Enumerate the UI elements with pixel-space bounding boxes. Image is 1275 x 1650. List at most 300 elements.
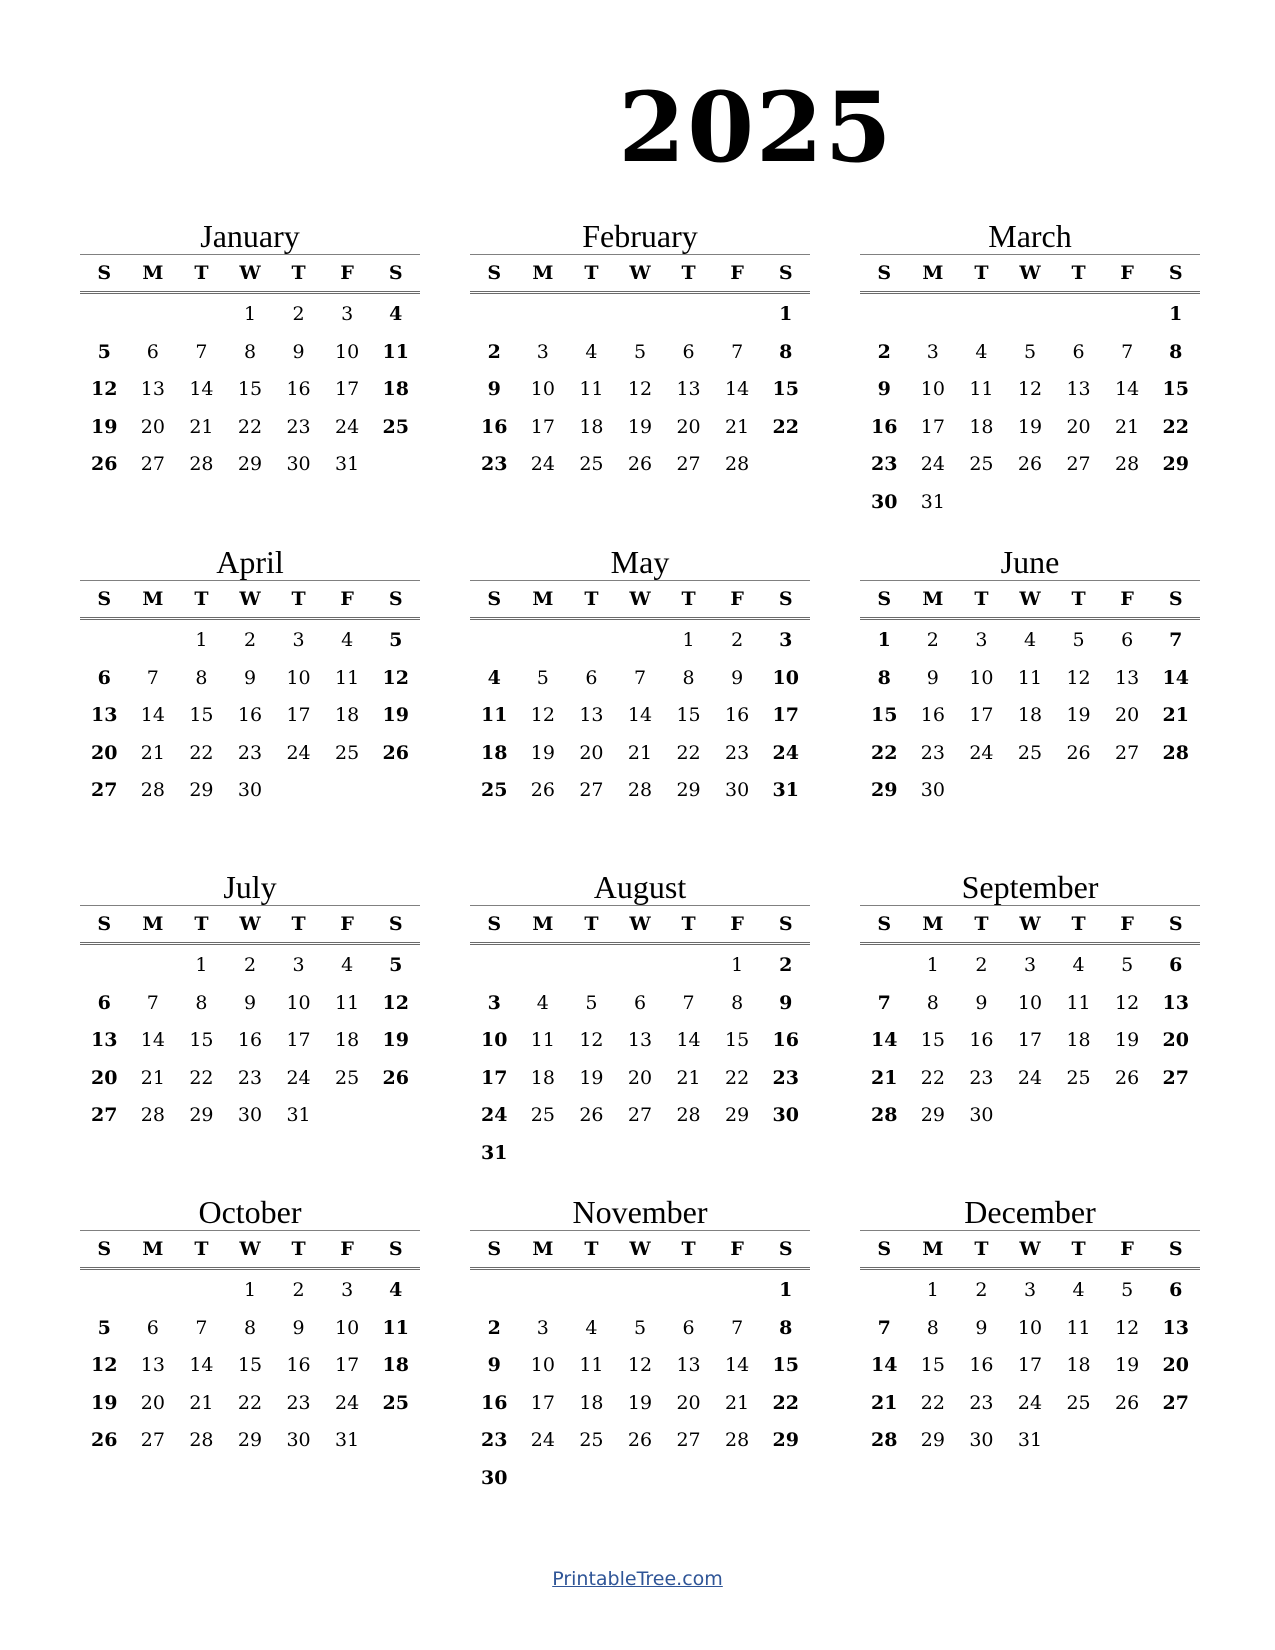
day-cell: 21 bbox=[189, 415, 214, 438]
day-cell: 13 bbox=[627, 1029, 653, 1051]
day-cell: 22 bbox=[1162, 415, 1189, 438]
day-cell: 10 bbox=[335, 340, 360, 363]
empty-day-cell bbox=[860, 296, 909, 334]
day-cell: 18 bbox=[382, 378, 409, 400]
weekday-label: T bbox=[1071, 588, 1086, 610]
weekday-label: W bbox=[239, 588, 261, 610]
weekday-label: T bbox=[194, 1238, 209, 1260]
empty-day-cell bbox=[129, 622, 178, 660]
weekday-header-row bbox=[80, 905, 420, 945]
day-cell: 15 bbox=[871, 704, 898, 726]
day-cell: 18 bbox=[579, 415, 604, 438]
day-cell: 13 bbox=[1162, 991, 1189, 1014]
empty-day-cell bbox=[567, 1272, 616, 1310]
day-cell: 26 bbox=[579, 1104, 604, 1126]
day-cell: 18 bbox=[530, 1066, 555, 1089]
day-cell: 21 bbox=[871, 1066, 898, 1089]
footer-website-link[interactable]: PrintableTree.com bbox=[552, 1568, 723, 1590]
weekday-label: W bbox=[1019, 913, 1041, 935]
weekday-label: F bbox=[730, 262, 744, 284]
day-cell: 28 bbox=[1115, 453, 1140, 475]
day-cell: 15 bbox=[725, 1029, 750, 1051]
day-cell: 5 bbox=[633, 1316, 647, 1339]
day-cell: 14 bbox=[871, 1029, 898, 1051]
day-cell: 14 bbox=[871, 1354, 898, 1376]
day-cell: 28 bbox=[627, 779, 653, 801]
day-cell: 13 bbox=[1115, 666, 1140, 689]
weekday-label: T bbox=[974, 1238, 989, 1260]
weekday-label: T bbox=[194, 588, 209, 610]
weekday-label: S bbox=[388, 588, 403, 610]
month-name: December bbox=[964, 1194, 1096, 1230]
day-cell: 10 bbox=[1017, 991, 1043, 1014]
day-cell: 19 bbox=[627, 415, 653, 438]
weekday-label: F bbox=[730, 588, 744, 610]
weekday-label: T bbox=[291, 588, 306, 610]
day-cell: 22 bbox=[772, 1391, 799, 1414]
day-cell: 21 bbox=[627, 741, 653, 764]
weekday-label: W bbox=[1019, 588, 1041, 610]
day-cell: 17 bbox=[335, 378, 360, 400]
empty-day-cell bbox=[470, 1272, 519, 1310]
day-cell: 2 bbox=[243, 954, 257, 976]
day-cell: 12 bbox=[91, 378, 118, 400]
day-cell: 22 bbox=[772, 415, 799, 438]
month-january bbox=[80, 218, 420, 484]
day-cell: 9 bbox=[975, 1316, 988, 1339]
day-cell: 20 bbox=[1162, 1354, 1189, 1376]
day-cell: 9 bbox=[243, 991, 257, 1014]
day-grid bbox=[470, 947, 810, 1172]
day-cell: 3 bbox=[341, 303, 354, 325]
day-cell: 11 bbox=[579, 378, 604, 400]
empty-day-cell bbox=[80, 622, 129, 660]
day-cell: 16 bbox=[286, 1354, 311, 1376]
empty-day-cell bbox=[567, 947, 616, 985]
day-cell: 3 bbox=[975, 629, 988, 651]
empty-day-cell bbox=[129, 296, 178, 334]
month-name: July bbox=[223, 869, 277, 905]
empty-day-cell bbox=[519, 622, 568, 660]
day-cell: 13 bbox=[1162, 1316, 1189, 1339]
day-cell: 17 bbox=[969, 704, 994, 726]
day-cell: 9 bbox=[487, 1354, 501, 1376]
day-cell: 28 bbox=[871, 1104, 898, 1126]
day-cell: 27 bbox=[1162, 1066, 1189, 1089]
day-cell: 14 bbox=[725, 1354, 750, 1376]
day-cell: 10 bbox=[772, 666, 799, 689]
day-cell: 5 bbox=[389, 954, 403, 976]
day-cell: 5 bbox=[633, 340, 647, 363]
day-cell: 10 bbox=[335, 1316, 360, 1339]
day-cell: 24 bbox=[286, 1066, 311, 1089]
day-cell: 31 bbox=[920, 490, 945, 513]
weekday-label: T bbox=[1071, 1238, 1086, 1260]
day-cell: 28 bbox=[140, 1104, 165, 1126]
weekday-label: S bbox=[877, 1238, 892, 1260]
day-cell: 10 bbox=[481, 1029, 508, 1051]
day-cell: 19 bbox=[627, 1391, 653, 1414]
weekday-label: W bbox=[239, 1238, 261, 1260]
day-cell: 29 bbox=[189, 779, 214, 801]
day-cell: 11 bbox=[969, 378, 994, 400]
day-cell: 6 bbox=[1072, 340, 1085, 363]
day-cell: 2 bbox=[487, 340, 501, 363]
day-cell: 27 bbox=[676, 453, 701, 475]
day-cell: 9 bbox=[292, 1316, 305, 1339]
weekday-label: S bbox=[877, 588, 892, 610]
weekday-header-row bbox=[470, 254, 810, 294]
weekday-label: M bbox=[922, 1238, 944, 1260]
day-cell: 4 bbox=[1072, 1279, 1085, 1301]
day-cell: 19 bbox=[1115, 1354, 1140, 1376]
empty-day-cell bbox=[80, 296, 129, 334]
day-cell: 27 bbox=[91, 1104, 118, 1126]
weekday-label: T bbox=[194, 913, 209, 935]
day-cell: 15 bbox=[772, 1354, 799, 1376]
day-cell: 25 bbox=[579, 1429, 604, 1451]
empty-day-cell bbox=[664, 1272, 713, 1310]
day-cell: 17 bbox=[920, 415, 945, 438]
day-cell: 4 bbox=[1023, 629, 1037, 651]
weekday-label: F bbox=[1120, 1238, 1134, 1260]
day-cell: 29 bbox=[871, 779, 898, 801]
weekday-label: W bbox=[629, 913, 651, 935]
day-cell: 17 bbox=[286, 1029, 311, 1051]
empty-day-cell bbox=[860, 947, 909, 985]
day-cell: 20 bbox=[676, 1391, 701, 1414]
empty-day-cell bbox=[177, 296, 226, 334]
empty-day-cell bbox=[519, 947, 568, 985]
day-cell: 31 bbox=[286, 1104, 311, 1126]
weekday-label: W bbox=[239, 913, 261, 935]
weekday-label: M bbox=[142, 262, 164, 284]
day-cell: 9 bbox=[243, 666, 257, 689]
month-december bbox=[860, 1194, 1200, 1460]
day-cell: 28 bbox=[140, 779, 165, 801]
day-cell: 23 bbox=[871, 453, 898, 475]
weekday-label: S bbox=[487, 913, 502, 935]
month-name: March bbox=[988, 218, 1072, 254]
day-cell: 6 bbox=[1169, 1279, 1183, 1301]
empty-day-cell bbox=[567, 622, 616, 660]
day-cell: 19 bbox=[382, 704, 409, 726]
day-cell: 21 bbox=[189, 1391, 214, 1414]
day-cell: 15 bbox=[920, 1354, 945, 1376]
day-grid bbox=[80, 1272, 420, 1460]
day-cell: 4 bbox=[389, 303, 403, 325]
day-cell: 24 bbox=[481, 1104, 508, 1126]
day-cell: 18 bbox=[481, 741, 508, 764]
day-cell: 31 bbox=[481, 1141, 508, 1164]
day-cell: 7 bbox=[146, 991, 159, 1014]
day-cell: 12 bbox=[1066, 666, 1091, 689]
day-cell: 22 bbox=[920, 1066, 945, 1089]
day-cell: 20 bbox=[579, 741, 604, 764]
empty-day-cell bbox=[664, 947, 713, 985]
weekday-label: T bbox=[681, 262, 696, 284]
day-cell: 17 bbox=[481, 1066, 508, 1089]
day-cell: 2 bbox=[877, 340, 891, 363]
day-cell: 25 bbox=[481, 779, 508, 801]
day-cell: 5 bbox=[1072, 629, 1085, 651]
day-cell: 19 bbox=[1066, 704, 1091, 726]
month-name: May bbox=[610, 544, 670, 580]
day-cell: 29 bbox=[920, 1104, 945, 1126]
day-cell: 27 bbox=[1115, 741, 1140, 764]
day-cell: 8 bbox=[195, 991, 208, 1014]
day-cell: 28 bbox=[189, 1429, 214, 1451]
day-cell: 4 bbox=[536, 991, 549, 1014]
day-cell: 5 bbox=[389, 629, 403, 651]
day-cell: 20 bbox=[676, 415, 701, 438]
day-cell: 21 bbox=[140, 741, 165, 764]
day-grid bbox=[470, 622, 810, 810]
weekday-label: S bbox=[1168, 588, 1183, 610]
day-cell: 24 bbox=[772, 741, 799, 764]
weekday-label: S bbox=[97, 1238, 112, 1260]
day-cell: 27 bbox=[627, 1104, 653, 1126]
day-cell: 16 bbox=[286, 378, 311, 400]
day-cell: 30 bbox=[969, 1104, 994, 1126]
weekday-label: S bbox=[487, 588, 502, 610]
empty-day-cell bbox=[616, 1272, 665, 1310]
weekday-header-row bbox=[860, 254, 1200, 294]
day-cell: 5 bbox=[585, 991, 598, 1014]
day-cell: 24 bbox=[335, 415, 360, 438]
day-cell: 20 bbox=[627, 1066, 653, 1089]
day-cell: 23 bbox=[286, 415, 311, 438]
day-cell: 25 bbox=[969, 453, 994, 475]
day-cell: 5 bbox=[97, 1316, 111, 1339]
day-cell: 20 bbox=[1162, 1029, 1189, 1051]
month-april bbox=[80, 544, 420, 810]
day-cell: 30 bbox=[286, 453, 311, 475]
day-cell: 17 bbox=[772, 704, 799, 726]
day-cell: 9 bbox=[975, 991, 988, 1014]
day-cell: 7 bbox=[1169, 629, 1183, 651]
day-cell: 26 bbox=[382, 1066, 409, 1089]
weekday-label: M bbox=[922, 588, 944, 610]
weekday-label: M bbox=[142, 1238, 164, 1260]
day-cell: 4 bbox=[389, 1279, 403, 1301]
day-cell: 16 bbox=[481, 415, 508, 438]
day-cell: 3 bbox=[926, 340, 939, 363]
weekday-header-row bbox=[80, 1230, 420, 1270]
day-cell: 24 bbox=[1017, 1066, 1043, 1089]
day-cell: 15 bbox=[772, 378, 799, 400]
weekday-label: S bbox=[778, 588, 793, 610]
day-cell: 26 bbox=[1017, 453, 1043, 475]
day-cell: 30 bbox=[725, 779, 750, 801]
day-cell: 8 bbox=[779, 1316, 793, 1339]
empty-day-cell bbox=[616, 296, 665, 334]
day-cell: 16 bbox=[969, 1354, 994, 1376]
month-september bbox=[860, 869, 1200, 1135]
weekday-label: F bbox=[340, 1238, 354, 1260]
month-name: February bbox=[582, 218, 698, 254]
day-cell: 11 bbox=[335, 991, 360, 1014]
day-cell: 25 bbox=[1066, 1066, 1091, 1089]
day-cell: 11 bbox=[1017, 666, 1043, 689]
day-cell: 16 bbox=[725, 704, 750, 726]
day-cell: 29 bbox=[1162, 453, 1189, 475]
day-cell: 26 bbox=[1066, 741, 1091, 764]
day-cell: 18 bbox=[1066, 1029, 1091, 1051]
weekday-label: M bbox=[532, 1238, 554, 1260]
day-cell: 17 bbox=[1017, 1354, 1043, 1376]
day-cell: 18 bbox=[969, 415, 994, 438]
day-cell: 7 bbox=[731, 340, 744, 363]
day-cell: 1 bbox=[243, 1279, 257, 1301]
day-cell: 16 bbox=[969, 1029, 994, 1051]
day-cell: 15 bbox=[920, 1029, 945, 1051]
day-cell: 31 bbox=[335, 453, 360, 475]
day-cell: 8 bbox=[1169, 340, 1183, 363]
day-cell: 30 bbox=[772, 1104, 799, 1126]
empty-day-cell bbox=[470, 296, 519, 334]
weekday-header-row bbox=[470, 580, 810, 620]
day-cell: 31 bbox=[335, 1429, 360, 1451]
day-cell: 27 bbox=[1066, 453, 1091, 475]
weekday-label: S bbox=[487, 262, 502, 284]
weekday-label: T bbox=[584, 588, 599, 610]
month-name: April bbox=[216, 544, 284, 580]
day-cell: 4 bbox=[585, 1316, 598, 1339]
day-cell: 16 bbox=[772, 1029, 799, 1051]
day-cell: 10 bbox=[1017, 1316, 1043, 1339]
weekday-label: T bbox=[681, 1238, 696, 1260]
weekday-label: S bbox=[388, 1238, 403, 1260]
day-cell: 31 bbox=[1017, 1429, 1043, 1451]
day-cell: 3 bbox=[1023, 954, 1037, 976]
day-cell: 12 bbox=[1017, 378, 1043, 400]
day-cell: 22 bbox=[237, 415, 263, 438]
weekday-label: S bbox=[388, 262, 403, 284]
day-cell: 25 bbox=[382, 415, 409, 438]
day-cell: 23 bbox=[969, 1066, 994, 1089]
empty-day-cell bbox=[713, 1272, 762, 1310]
day-cell: 11 bbox=[1066, 1316, 1091, 1339]
month-may bbox=[470, 544, 810, 810]
weekday-label: M bbox=[142, 913, 164, 935]
day-cell: 28 bbox=[189, 453, 214, 475]
day-cell: 23 bbox=[286, 1391, 311, 1414]
day-cell: 10 bbox=[286, 666, 311, 689]
day-cell: 6 bbox=[682, 340, 695, 363]
day-grid bbox=[470, 296, 810, 484]
day-cell: 31 bbox=[772, 779, 799, 801]
day-cell: 15 bbox=[1162, 378, 1189, 400]
day-grid bbox=[860, 947, 1200, 1135]
day-cell: 8 bbox=[877, 666, 891, 689]
month-name: January bbox=[200, 218, 300, 254]
empty-day-cell bbox=[80, 1272, 129, 1310]
day-cell: 11 bbox=[1066, 991, 1091, 1014]
weekday-label: T bbox=[291, 1238, 306, 1260]
day-cell: 11 bbox=[579, 1354, 604, 1376]
day-cell: 4 bbox=[341, 629, 354, 651]
month-name: September bbox=[961, 869, 1099, 905]
day-cell: 13 bbox=[91, 704, 118, 726]
day-cell: 7 bbox=[195, 1316, 208, 1339]
day-cell: 3 bbox=[536, 340, 549, 363]
day-cell: 25 bbox=[382, 1391, 409, 1414]
day-cell: 1 bbox=[195, 629, 208, 651]
day-cell: 27 bbox=[140, 453, 165, 475]
day-cell: 25 bbox=[530, 1104, 555, 1126]
weekday-label: M bbox=[532, 913, 554, 935]
weekday-header-row bbox=[860, 905, 1200, 945]
day-cell: 19 bbox=[530, 741, 555, 764]
weekday-label: M bbox=[532, 588, 554, 610]
day-cell: 26 bbox=[91, 1429, 118, 1451]
day-cell: 26 bbox=[1115, 1066, 1140, 1089]
day-cell: 11 bbox=[382, 1316, 409, 1339]
day-cell: 22 bbox=[237, 1391, 263, 1414]
day-cell: 4 bbox=[975, 340, 988, 363]
day-cell: 29 bbox=[237, 1429, 263, 1451]
day-cell: 30 bbox=[871, 490, 898, 513]
empty-day-cell bbox=[470, 622, 519, 660]
weekday-label: F bbox=[340, 588, 354, 610]
day-cell: 10 bbox=[920, 378, 945, 400]
day-cell: 5 bbox=[1023, 340, 1037, 363]
day-cell: 18 bbox=[1066, 1354, 1091, 1376]
day-cell: 26 bbox=[627, 453, 653, 475]
empty-day-cell bbox=[664, 296, 713, 334]
day-cell: 28 bbox=[1162, 741, 1189, 764]
day-cell: 6 bbox=[97, 991, 111, 1014]
month-name: June bbox=[1000, 544, 1060, 580]
day-cell: 8 bbox=[731, 991, 744, 1014]
empty-day-cell bbox=[860, 1272, 909, 1310]
day-cell: 7 bbox=[195, 340, 208, 363]
day-cell: 19 bbox=[91, 415, 118, 438]
day-cell: 21 bbox=[1115, 415, 1140, 438]
day-cell: 11 bbox=[530, 1029, 555, 1051]
day-cell: 27 bbox=[140, 1429, 165, 1451]
day-cell: 8 bbox=[243, 340, 257, 363]
weekday-label: S bbox=[877, 262, 892, 284]
weekday-label: T bbox=[291, 262, 306, 284]
day-cell: 14 bbox=[189, 1354, 214, 1376]
day-cell: 13 bbox=[1066, 378, 1091, 400]
weekday-label: W bbox=[629, 262, 651, 284]
day-cell: 9 bbox=[779, 991, 793, 1014]
weekday-header-row bbox=[470, 905, 810, 945]
day-cell: 2 bbox=[926, 629, 939, 651]
day-cell: 15 bbox=[189, 1029, 214, 1051]
empty-day-cell bbox=[129, 947, 178, 985]
empty-day-cell bbox=[616, 947, 665, 985]
weekday-label: S bbox=[778, 913, 793, 935]
day-cell: 23 bbox=[772, 1066, 799, 1089]
day-cell: 30 bbox=[237, 1104, 263, 1126]
day-cell: 12 bbox=[382, 991, 409, 1014]
day-cell: 24 bbox=[920, 453, 945, 475]
day-cell: 25 bbox=[335, 741, 360, 764]
day-cell: 11 bbox=[481, 704, 508, 726]
day-cell: 4 bbox=[341, 954, 354, 976]
day-cell: 26 bbox=[91, 453, 118, 475]
day-cell: 21 bbox=[1162, 704, 1189, 726]
day-cell: 19 bbox=[1115, 1029, 1140, 1051]
weekday-label: F bbox=[730, 1238, 744, 1260]
weekday-label: W bbox=[239, 262, 261, 284]
day-cell: 14 bbox=[189, 378, 214, 400]
day-grid bbox=[470, 1272, 810, 1497]
